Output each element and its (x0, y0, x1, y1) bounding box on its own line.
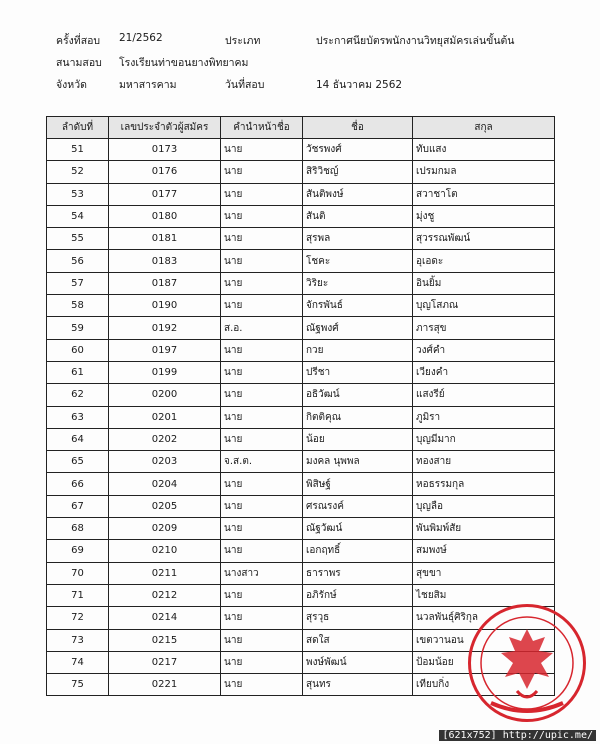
table-row (47, 295, 555, 317)
venue-value: โรงเรียนท่าขอนยางพิทยาคม (119, 57, 249, 69)
cell-last-name: สุขขา (413, 562, 555, 584)
cell-title: นาย (221, 205, 303, 227)
cell-order: 53 (47, 183, 109, 205)
cell-order: 66 (47, 473, 109, 495)
cell-order: 58 (47, 295, 109, 317)
cell-first-name: สันติ (303, 205, 413, 227)
cell-candidate-id: 0204 (109, 473, 221, 495)
cell-title: นาย (221, 651, 303, 673)
cell-order: 61 (47, 361, 109, 383)
cell-last-name: บุญโสภณ (413, 295, 555, 317)
cell-last-name: ทับแสง (413, 139, 555, 161)
cell-order: 55 (47, 228, 109, 250)
cell-title: นาย (221, 540, 303, 562)
table-row (47, 451, 555, 473)
cell-last-name: ภารสุข (413, 317, 555, 339)
cell-title: นาย (221, 384, 303, 406)
cell-candidate-id: 0190 (109, 295, 221, 317)
cell-order: 54 (47, 205, 109, 227)
cell-candidate-id: 0183 (109, 250, 221, 272)
cell-last-name: หอธรรมกุล (413, 473, 555, 495)
cell-candidate-id: 0214 (109, 607, 221, 629)
cell-order: 62 (47, 384, 109, 406)
cell-order: 52 (47, 161, 109, 183)
cell-last-name: พันพิมพ์สัย (413, 518, 555, 540)
province-label: จังหวัด (56, 79, 87, 91)
table-row (47, 518, 555, 540)
cell-first-name: อภิรักษ์ (303, 584, 413, 606)
cell-title: นาย (221, 183, 303, 205)
cell-title: นาย (221, 250, 303, 272)
cell-title: นาย (221, 629, 303, 651)
image-host-caption: [621x752] http://upic.me/ (439, 730, 596, 741)
column-header-first-name: ชื่อ (303, 117, 413, 139)
cell-first-name: สุรวุธ (303, 607, 413, 629)
cell-first-name: จักรพันธ์ (303, 295, 413, 317)
column-header-title: คำนำหน้าชื่อ (221, 117, 303, 139)
table-row (47, 584, 555, 606)
cell-last-name: ภูมิรา (413, 406, 555, 428)
cell-last-name: สมพงษ์ (413, 540, 555, 562)
type-label: ประเภท (225, 35, 261, 47)
cell-order: 74 (47, 651, 109, 673)
column-header-candidate-id: เลขประจำตัวผู้สมัคร (109, 117, 221, 139)
cell-candidate-id: 0177 (109, 183, 221, 205)
cell-first-name: พงษ์พัฒน์ (303, 651, 413, 673)
cell-first-name: กิตติคุณ (303, 406, 413, 428)
venue-label: สนามสอบ (56, 57, 102, 69)
cell-last-name: วงศ์คำ (413, 339, 555, 361)
cell-title: นาย (221, 161, 303, 183)
cell-candidate-id: 0202 (109, 428, 221, 450)
cell-candidate-id: 0211 (109, 562, 221, 584)
table-row (47, 339, 555, 361)
cell-last-name: อุเอดะ (413, 250, 555, 272)
cell-first-name: วัชรพงศ์ (303, 139, 413, 161)
cell-first-name: กวย (303, 339, 413, 361)
table-row (47, 272, 555, 294)
table-row (47, 250, 555, 272)
cell-candidate-id: 0205 (109, 495, 221, 517)
cell-title: นาย (221, 674, 303, 696)
cell-first-name: ปรีชา (303, 361, 413, 383)
table-row (47, 183, 555, 205)
cell-title: นาย (221, 473, 303, 495)
cell-last-name: เวียงคำ (413, 361, 555, 383)
cell-order: 72 (47, 607, 109, 629)
cell-order: 56 (47, 250, 109, 272)
cell-title: นาย (221, 139, 303, 161)
cell-order: 64 (47, 428, 109, 450)
cell-last-name: สุวรรณพัฒน์ (413, 228, 555, 250)
cell-candidate-id: 0210 (109, 540, 221, 562)
cell-first-name: สิริวิชญ์ (303, 161, 413, 183)
cell-last-name: บุญมีมาก (413, 428, 555, 450)
exam-date-value: 14 ธันวาคม 2562 (316, 79, 403, 91)
cell-first-name: วิริยะ (303, 272, 413, 294)
table-row (47, 205, 555, 227)
cell-candidate-id: 0221 (109, 674, 221, 696)
cell-title: นาย (221, 228, 303, 250)
cell-candidate-id: 0199 (109, 361, 221, 383)
column-header-last-name: สกุล (413, 117, 555, 139)
cell-first-name: สันติพงษ์ (303, 183, 413, 205)
cell-candidate-id: 0209 (109, 518, 221, 540)
cell-title: นาย (221, 607, 303, 629)
cell-last-name: ป้อมน้อย (413, 651, 555, 673)
cell-candidate-id: 0203 (109, 451, 221, 473)
cell-last-name: แสงรีย์ (413, 384, 555, 406)
cell-candidate-id: 0197 (109, 339, 221, 361)
cell-order: 57 (47, 272, 109, 294)
table-row (47, 495, 555, 517)
cell-first-name: ณัฐวัฒน์ (303, 518, 413, 540)
cell-first-name: น้อย (303, 428, 413, 450)
cell-candidate-id: 0201 (109, 406, 221, 428)
table-row (47, 384, 555, 406)
cell-candidate-id: 0192 (109, 317, 221, 339)
cell-first-name: โชคะ (303, 250, 413, 272)
cell-title: จ.ส.ต. (221, 451, 303, 473)
cell-order: 59 (47, 317, 109, 339)
cell-candidate-id: 0217 (109, 651, 221, 673)
cell-last-name: เทียบกิ่ง (413, 674, 555, 696)
cell-order: 60 (47, 339, 109, 361)
cell-last-name: ไชยสิม (413, 584, 555, 606)
cell-last-name: เปรมกมล (413, 161, 555, 183)
cell-order: 67 (47, 495, 109, 517)
cell-first-name: สดใส (303, 629, 413, 651)
cell-title: ส.อ. (221, 317, 303, 339)
cell-order: 51 (47, 139, 109, 161)
table-header-row (47, 117, 555, 139)
cell-candidate-id: 0212 (109, 584, 221, 606)
cell-first-name: ธาราพร (303, 562, 413, 584)
cell-candidate-id: 0180 (109, 205, 221, 227)
cell-title: นาย (221, 361, 303, 383)
cell-order: 70 (47, 562, 109, 584)
cell-first-name: พิสิษฐ์ (303, 473, 413, 495)
cell-order: 73 (47, 629, 109, 651)
cell-first-name: ณัฐพงศ์ (303, 317, 413, 339)
table-row (47, 361, 555, 383)
cell-order: 65 (47, 451, 109, 473)
province-value: มหาสารคาม (119, 79, 177, 91)
cell-last-name: อินยิ้ม (413, 272, 555, 294)
cell-first-name: ศรณรงค์ (303, 495, 413, 517)
cell-title: นาย (221, 584, 303, 606)
cell-first-name: มงคล นุพพล (303, 451, 413, 473)
cell-last-name: บุญลือ (413, 495, 555, 517)
cell-order: 68 (47, 518, 109, 540)
cell-title: นาย (221, 518, 303, 540)
garuda-seal-icon (471, 607, 583, 719)
table-row (47, 228, 555, 250)
cell-first-name: สุรพล (303, 228, 413, 250)
cell-candidate-id: 0181 (109, 228, 221, 250)
table-row (47, 540, 555, 562)
table-row (47, 562, 555, 584)
round-value: 21/2562 (119, 32, 163, 44)
table-row (47, 406, 555, 428)
cell-order: 63 (47, 406, 109, 428)
official-seal (468, 604, 586, 722)
cell-title: นาย (221, 339, 303, 361)
cell-order: 71 (47, 584, 109, 606)
type-value: ประกาศนียบัตรพนักงานวิทยุสมัครเล่นขั้นต้น (316, 35, 515, 47)
cell-first-name: สุนทร (303, 674, 413, 696)
cell-last-name: เขตวานอน (413, 629, 555, 651)
table-row (47, 139, 555, 161)
round-label: ครั้งที่สอบ (56, 35, 101, 47)
cell-order: 69 (47, 540, 109, 562)
table-row (47, 317, 555, 339)
cell-title: นาย (221, 428, 303, 450)
cell-order: 75 (47, 674, 109, 696)
table-row (47, 161, 555, 183)
cell-candidate-id: 0176 (109, 161, 221, 183)
cell-last-name: ทองสาย (413, 451, 555, 473)
cell-candidate-id: 0215 (109, 629, 221, 651)
cell-last-name: นวลพันธุ์ศิริกุล (413, 607, 555, 629)
cell-candidate-id: 0187 (109, 272, 221, 294)
cell-title: นาย (221, 406, 303, 428)
cell-title: นาย (221, 272, 303, 294)
column-header-order: ลำดับที่ (47, 117, 109, 139)
cell-candidate-id: 0200 (109, 384, 221, 406)
cell-last-name: มุ่งชู (413, 205, 555, 227)
cell-last-name: สวาชาโต (413, 183, 555, 205)
cell-first-name: เอกฤทธิ์ (303, 540, 413, 562)
exam-date-label: วันที่สอบ (225, 79, 265, 91)
cell-title: นางสาว (221, 562, 303, 584)
table-row (47, 473, 555, 495)
cell-first-name: อธิวัฒน์ (303, 384, 413, 406)
cell-title: นาย (221, 295, 303, 317)
cell-candidate-id: 0173 (109, 139, 221, 161)
table-row (47, 428, 555, 450)
cell-title: นาย (221, 495, 303, 517)
